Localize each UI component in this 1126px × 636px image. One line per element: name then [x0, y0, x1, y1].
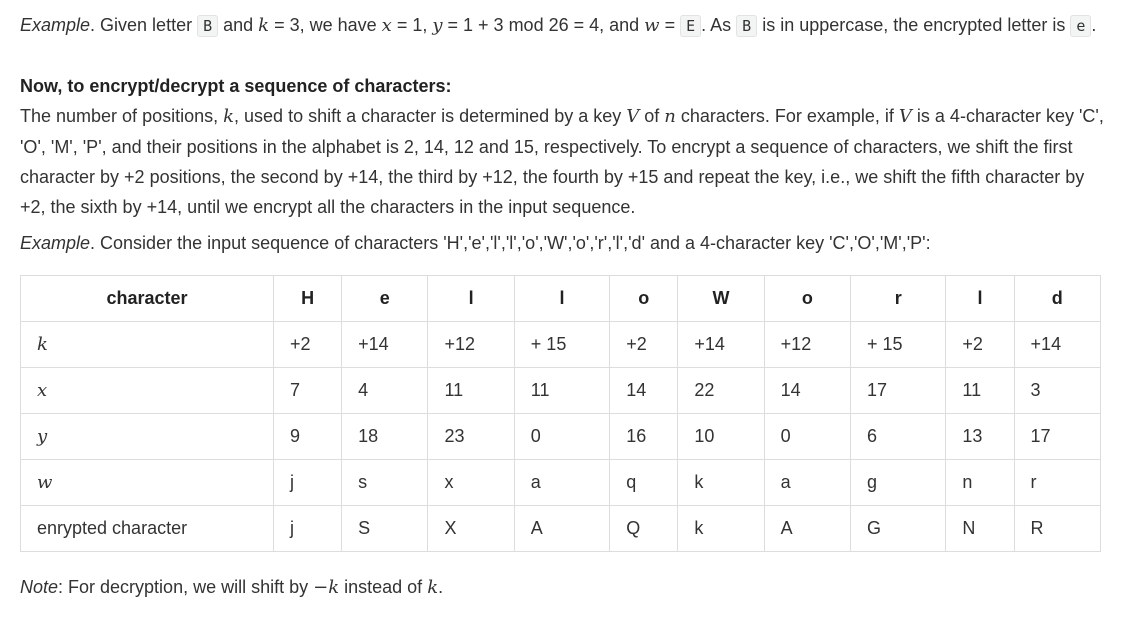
var-V: V	[626, 106, 640, 127]
table-cell: s	[342, 460, 428, 506]
example-label: Example	[20, 15, 91, 35]
table-cell: +12	[428, 322, 514, 368]
table-cell: 10	[678, 414, 764, 460]
table-cell: 23	[428, 414, 514, 460]
example-label: Example	[20, 233, 91, 253]
table-cell: +14	[1014, 322, 1100, 368]
column-header: l	[514, 276, 609, 322]
column-header: e	[342, 276, 428, 322]
table-cell: 6	[851, 414, 946, 460]
table-cell: k	[678, 460, 764, 506]
table-cell: 3	[1014, 368, 1100, 414]
column-header: d	[1014, 276, 1100, 322]
code-letter-B-2: B	[736, 15, 757, 37]
row-header: w	[21, 460, 274, 506]
table-cell: +14	[678, 322, 764, 368]
var-w: w	[644, 15, 660, 36]
var-k: k	[258, 15, 270, 36]
table-cell: 14	[764, 368, 850, 414]
table-cell: + 15	[514, 322, 609, 368]
table-row	[21, 506, 1101, 552]
table-cell: 4	[342, 368, 428, 414]
var-neg-k: −k	[313, 577, 340, 598]
code-letter-B: B	[197, 15, 218, 37]
var-V-2: V	[898, 106, 912, 127]
row-header: y	[21, 414, 274, 460]
table-cell: a	[764, 460, 850, 506]
var-k: k	[427, 577, 439, 598]
table-cell: A	[764, 506, 850, 552]
table-cell: 17	[1014, 414, 1100, 460]
table-cell: 16	[610, 414, 678, 460]
column-header: o	[764, 276, 850, 322]
section-paragraph: The number of positions, k, used to shift a character is determined by a key V of n characters. For example, if V is a 4-character key 'C', 'O', 'M', 'P', and their positions in the alphabet is 2, 14, 12 and 15, respectively. To encrypt a sequence of characters, we shift the first character by +2 positions, the second by +14, the third by +12, the fourth by +15 and repeat the key, i.e., we shift the fifth character by +2, the sixth by +14, until we encrypt all the characters in the input sequence.	[20, 106, 1104, 217]
table-cell: 11	[428, 368, 514, 414]
table-cell: A	[514, 506, 609, 552]
table-cell: j	[274, 460, 342, 506]
table-cell: G	[851, 506, 946, 552]
example-2-paragraph: Example. Consider the input sequence of characters 'H','e','l','l','o','W','o','r','l','d' and a 4-character key 'C','O','M','P':	[20, 233, 931, 253]
table-cell: S	[342, 506, 428, 552]
example-1-paragraph: Example. Given letter B and k = 3, we have x = 1, y = 1 + 3 mod 26 = 4, and w = E . As B is in uppercase, the encrypted letter is e .	[20, 15, 1097, 36]
note-paragraph: Note: For decryption, we will shift by −k instead of k.	[20, 577, 444, 598]
column-header: r	[851, 276, 946, 322]
table-cell: 14	[610, 368, 678, 414]
table-cell: q	[610, 460, 678, 506]
var-x: x	[381, 15, 392, 36]
table-cell: + 15	[851, 322, 946, 368]
column-header: character	[21, 276, 274, 322]
column-header: l	[428, 276, 514, 322]
table-cell: 22	[678, 368, 764, 414]
row-header: k	[21, 322, 274, 368]
column-header: W	[678, 276, 764, 322]
table-cell: 9	[274, 414, 342, 460]
section-heading: Now, to encrypt/decrypt a sequence of characters:	[20, 76, 452, 96]
table-cell: R	[1014, 506, 1100, 552]
table-cell: +12	[764, 322, 850, 368]
table-body	[21, 322, 1101, 552]
table-cell: 7	[274, 368, 342, 414]
table-cell: r	[1014, 460, 1100, 506]
table-row	[21, 368, 1101, 414]
code-letter-e: e	[1070, 15, 1091, 37]
table-cell: X	[428, 506, 514, 552]
column-header: o	[610, 276, 678, 322]
table-cell: j	[274, 506, 342, 552]
table-cell: Q	[610, 506, 678, 552]
table-cell: 18	[342, 414, 428, 460]
table-cell: 11	[514, 368, 609, 414]
encryption-table	[20, 275, 1101, 552]
row-header: x	[21, 368, 274, 414]
table-row	[21, 460, 1101, 506]
column-header: l	[946, 276, 1014, 322]
table-cell: +2	[274, 322, 342, 368]
table-row	[21, 322, 1101, 368]
table-cell: 0	[764, 414, 850, 460]
table-header-row	[21, 276, 1101, 322]
table-cell: x	[428, 460, 514, 506]
var-k: k	[223, 106, 235, 127]
var-y: y	[432, 15, 443, 36]
column-header: H	[274, 276, 342, 322]
table-cell: +14	[342, 322, 428, 368]
table-row	[21, 414, 1101, 460]
table-cell: 0	[514, 414, 609, 460]
table-cell: 11	[946, 368, 1014, 414]
table-cell: a	[514, 460, 609, 506]
table-cell: N	[946, 506, 1014, 552]
table-cell: k	[678, 506, 764, 552]
table-cell: n	[946, 460, 1014, 506]
code-letter-E: E	[680, 15, 701, 37]
var-n: n	[664, 106, 676, 127]
table-cell: g	[851, 460, 946, 506]
note-label: Note	[20, 577, 59, 597]
row-header: enrypted character	[21, 506, 274, 552]
table-cell: +2	[610, 322, 678, 368]
table-cell: 13	[946, 414, 1014, 460]
table-cell: +2	[946, 322, 1014, 368]
table-cell: 17	[851, 368, 946, 414]
